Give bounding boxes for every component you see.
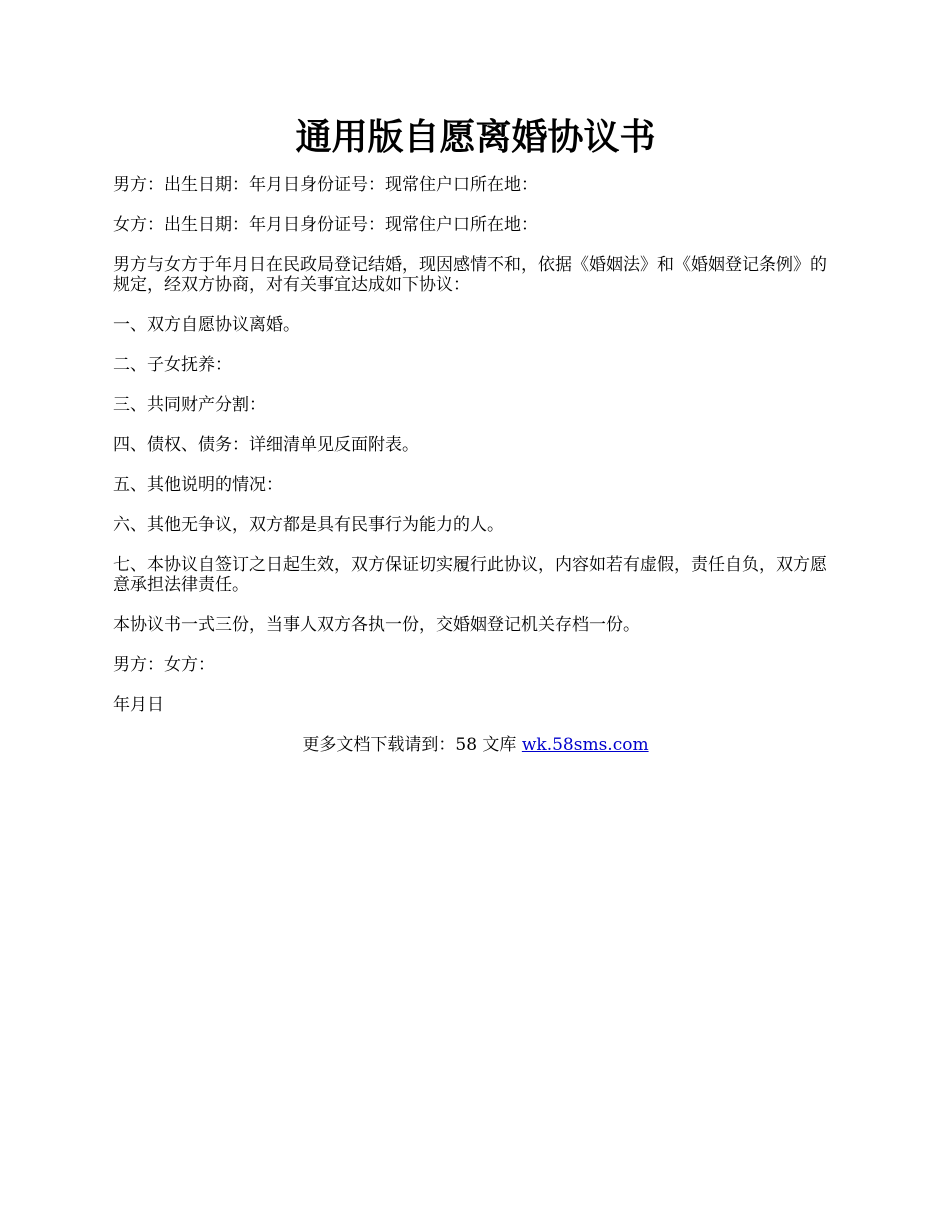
paragraph-clause-7: 七、本协议自签订之日起生效，双方保证切实履行此协议，内容如若有虚假，责任自负，双方愿意承担法律责任。 (113, 555, 827, 595)
paragraph-clause-1: 一、双方自愿协议离婚。 (113, 315, 300, 335)
footer-text: 更多文档下载请到：58 文库 (302, 735, 522, 755)
paragraph-signatures: 男方：女方： (113, 655, 215, 675)
footer-link[interactable]: wk.58sms.com (521, 735, 649, 755)
paragraph-date: 年月日 (113, 695, 164, 715)
paragraph-woman-info: 女方：出生日期：年月日身份证号：现常住户口所在地： (113, 215, 538, 235)
paragraph-preamble: 男方与女方于年月日在民政局登记结婚，现因感情不和，依据《婚姻法》和《婚姻登记条例》的规定，经双方协商，对有关事宜达成如下协议： (113, 255, 827, 295)
paragraph-clause-3: 三、共同财产分割： (113, 395, 266, 415)
download-footer (113, 735, 838, 755)
paragraph-man-info: 男方：出生日期：年月日身份证号：现常住户口所在地： (113, 175, 538, 195)
paragraph-clause-2: 二、子女抚养： (113, 355, 232, 375)
document-body (113, 175, 838, 715)
document-title: 通用版自愿离婚协议书 (295, 116, 656, 158)
paragraph-copies: 本协议书一式三份，当事人双方各执一份，交婚姻登记机关存档一份。 (113, 615, 640, 635)
paragraph-clause-4: 四、债权、债务：详细清单见反面附表。 (113, 435, 419, 455)
paragraph-clause-6: 六、其他无争议，双方都是具有民事行为能力的人。 (113, 515, 504, 535)
paragraph-clause-5: 五、其他说明的情况： (113, 475, 283, 495)
